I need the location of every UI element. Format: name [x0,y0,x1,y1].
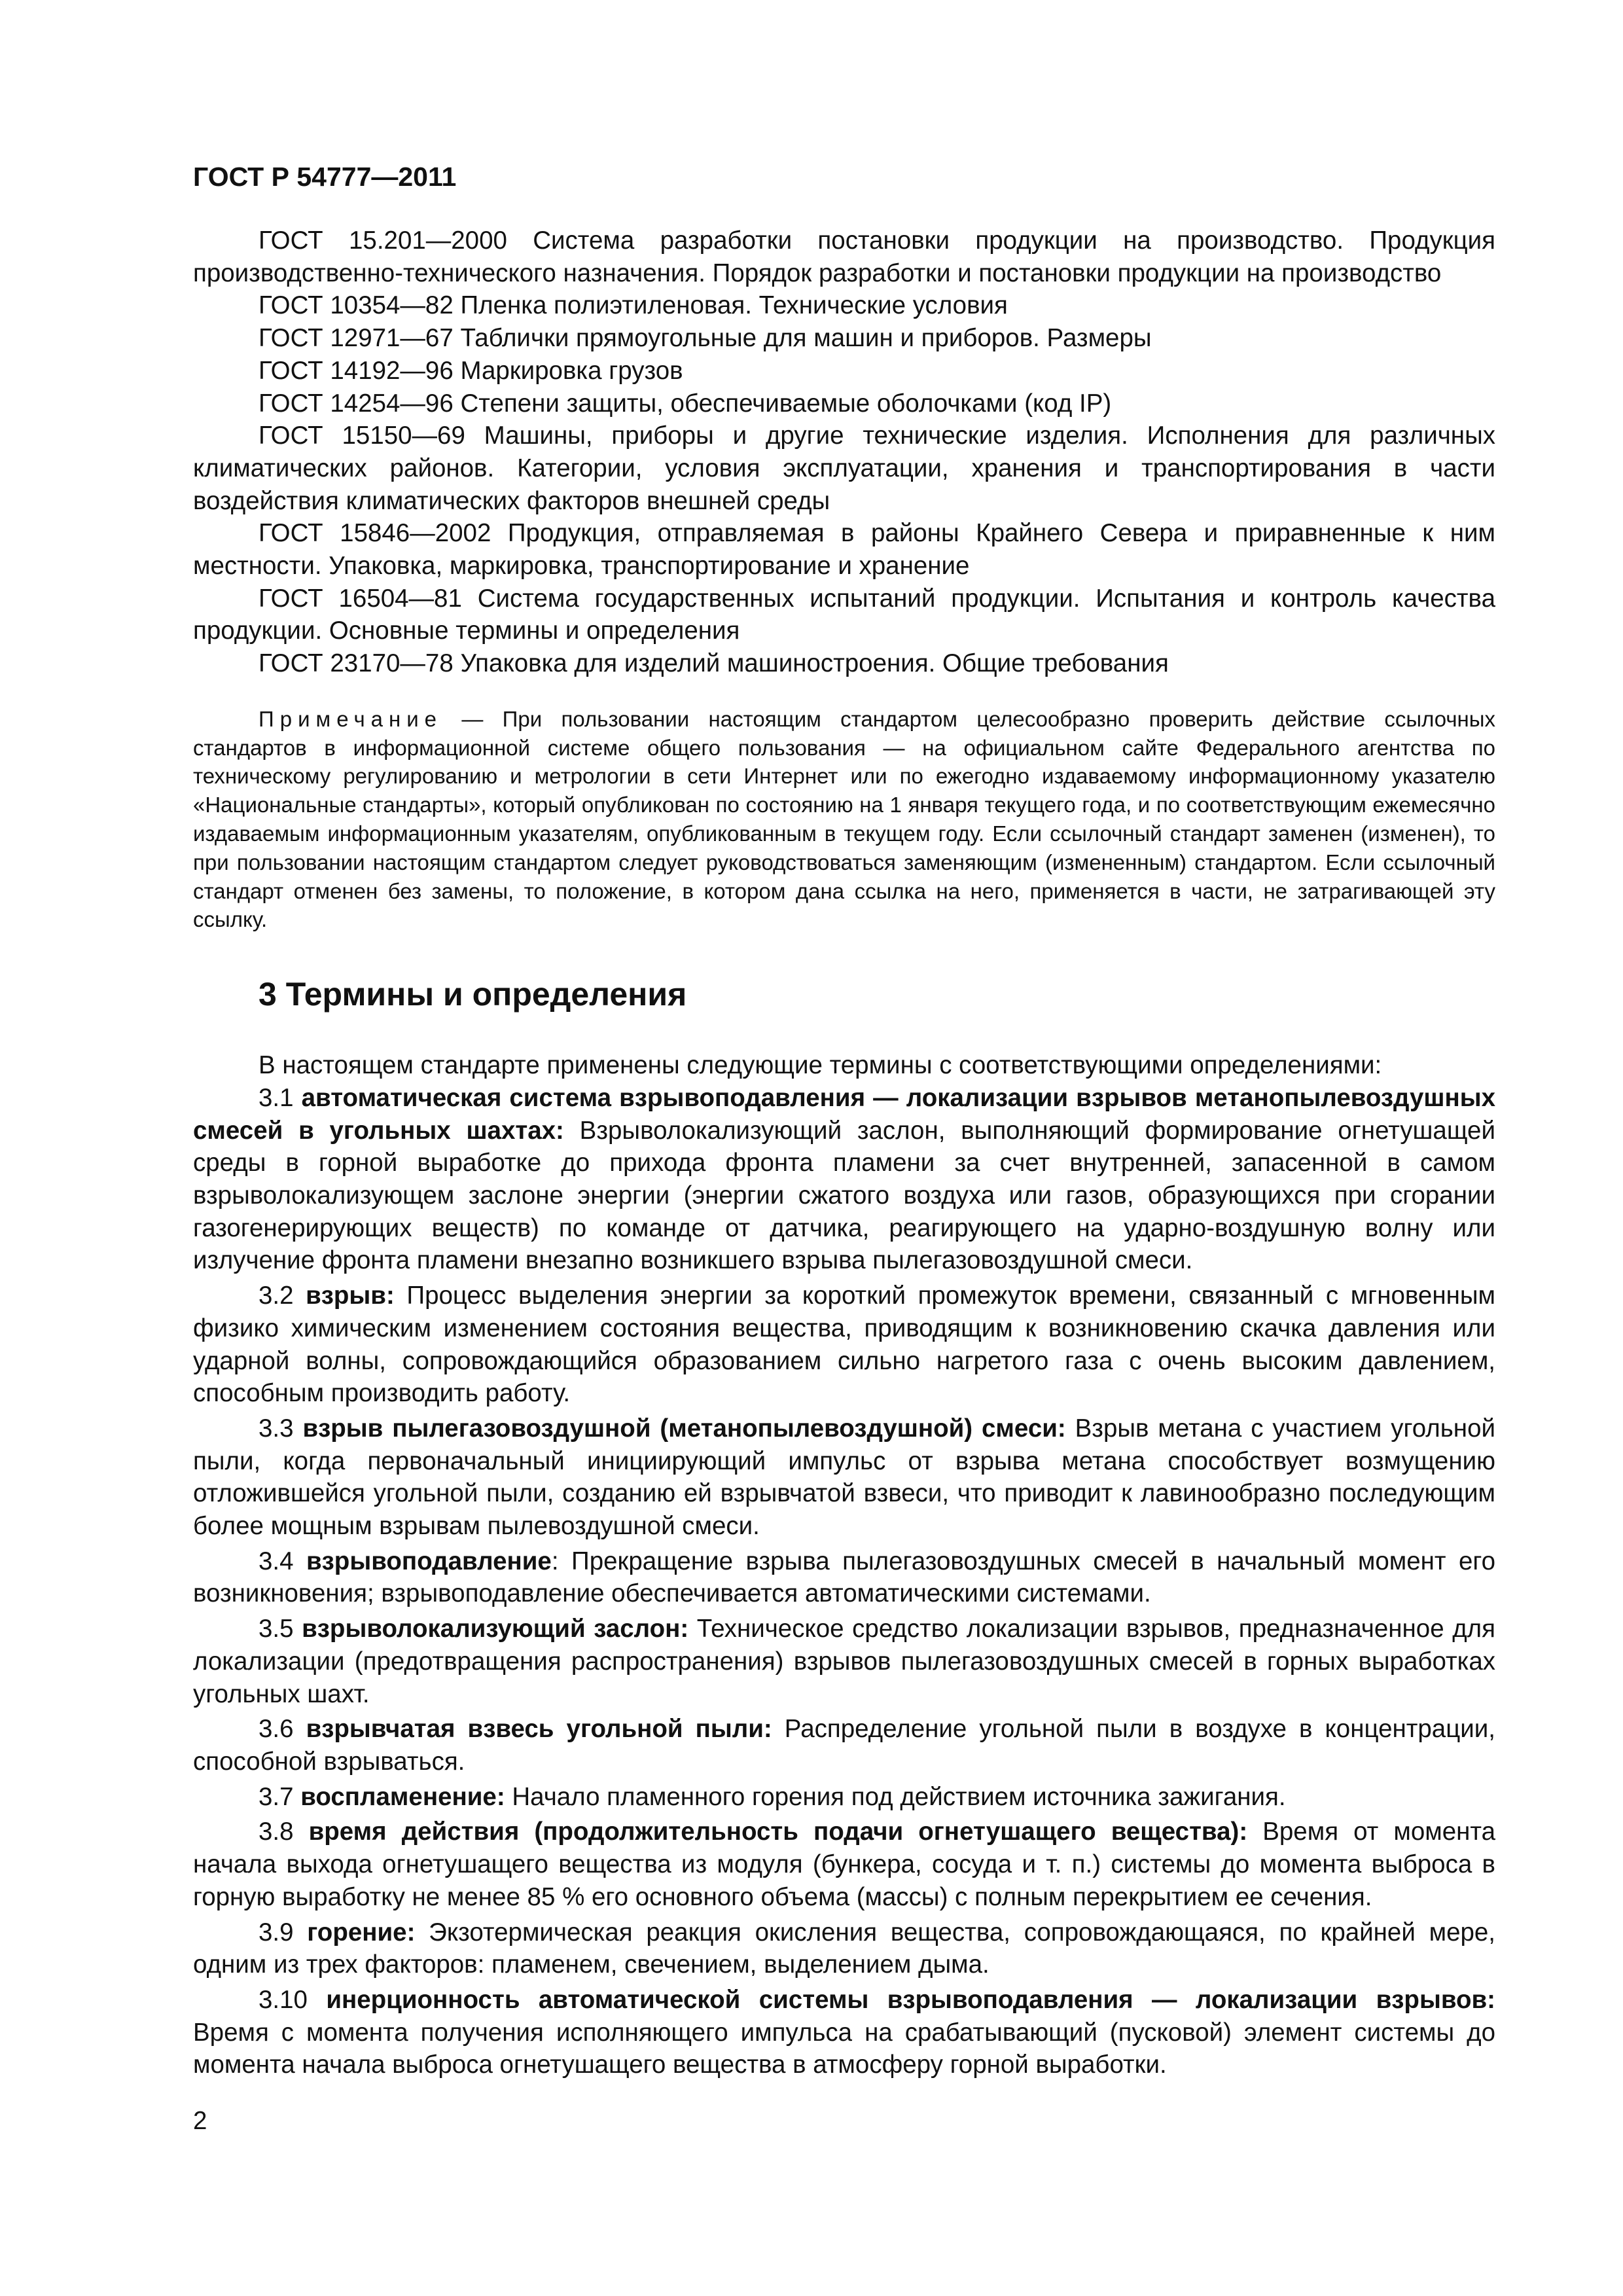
definition-term: воспламенение: [300,1782,505,1811]
document-page [193,160,1495,2084]
reference-item: ГОСТ 14254—96 Степени защиты, обеспечиваемые оболочками (код IP) [259,389,1112,418]
definition-text: Техническое средство локализации взрывов, предназначенное для локализации (предотвращения распространения) взрывов пылегазовоздушных смесей в горных выработках угольных шахт. [193,1615,1495,1708]
definition-text: Время с момента получения исполняющего импульса на срабатывающий (пусковой) элемент системы до момента начала выброса огнетушащего вещества в атмосферу горной выработки. [193,2018,1495,2079]
definition-text: : Прекращение взрыва пылегазовоздушных смесей в начальный момент его возникновения; взрывоподавление обеспечивается автоматическими системами. [193,1547,1495,1608]
reference-item: ГОСТ 14192—96 Маркировка грузов [259,356,683,385]
definition-term: взрыволокализующий заслон: [302,1615,689,1643]
note-text: — При пользовании настоящим стандартом целесообразно проверить действие ссылочных стандартов в информационной системе общего пользования — на официальном сайте Федерального агентства по техническому регулированию и метрологии в сети Интернет или по ежегодно издаваемому информационному указателю «Национальные стандарты», который опубликован по состоянию на 1 января текущего года, и по соответствующим ежемесячно издаваемым информационным указателям, опубликованным в текущем году. Если ссылочный стандарт заменен (изменен), то при пользовании настоящим стандартом следует руководствоваться заменяющим (измененным) стандартом. Если ссылочный стандарт отменен без замены, то положение, в котором дана ссылка на него, применяется в части, не затрагивающей эту ссылку. [193,706,1495,932]
definition-number: 3.4 [259,1547,306,1575]
definition-text: Процесс выделения энергии за короткий промежуток времени, связанный с мгновенным физико химическим изменением состояния вещества, приводящим к возникновению скачка давления или ударной волны, сопровождающийся образованием сильно нагретого газа с очень высоким давлением, способным производить работу. [193,1282,1495,1408]
definition-number: 3.3 [259,1414,303,1443]
definition-number: 3.6 [259,1715,306,1744]
definition-term: горение: [307,1918,416,1946]
section-intro: В настоящем стандарте применены следующие термины с соответствующими определениями: [259,1051,1382,1080]
definition-text: Взрыв метана с участием угольной пыли, когда первоначальный инициирующий импульс от взрыва метана способствует возмущению отложившейся угольной пыли, созданию ей взрывчатой взвеси, что приводит к лавинообразно последующим более мощным взрывам пылевоздушной смеси. [193,1414,1495,1541]
page-number: 2 [193,2107,207,2135]
note-label: Примечание [259,706,443,731]
definition-number: 3.9 [259,1918,308,1946]
definition-item [193,1082,1495,1277]
reference-item: ГОСТ 16504—81 Система государственных испытаний продукции. Испытания и контроль качества продукции. Основные термины и определения [193,584,1495,645]
definition-item [193,1545,1495,1610]
definition-item [193,1916,1495,1981]
definition-text: Начало пламенного горения под действием источника зажигания. [505,1782,1286,1811]
definition-text: Распределение угольной пыли в воздухе в концентрации, способной взрываться. [193,1715,1495,1776]
definition-text: Экзотермическая реакция окисления вещества, сопровождающаяся, по крайней мере, одним из трех факторов: пламенем, свечением, выделением дыма. [193,1918,1495,1979]
definitions-list [193,1082,1495,2081]
definition-term: инерционность автоматической системы взрывоподавления — локализации взрывов: [326,1985,1495,2014]
reference-item: ГОСТ 12971—67 Таблички прямоугольные для машин и приборов. Размеры [259,324,1152,353]
document-header: ГОСТ Р 54777—2011 [193,162,457,192]
definition-number: 3.5 [259,1615,302,1643]
reference-item: ГОСТ 10354—82 Пленка полиэтиленовая. Технические условия [259,291,1008,320]
definition-term: автоматическая система взрывоподавления — локализации взрывов метанопылевоздушных смесей в угольных шахтах: [193,1083,1496,1145]
definition-item [193,1816,1495,1913]
definition-text: Время от момента начала выхода огнетушащего вещества из модуля (бункера, сосуда и т. п.) системы до момента выброса в горную выработку не менее 85 % его основного объема (массы) с полным перекрытием ее сечения. [193,1818,1496,1911]
definition-item [193,1781,1495,1814]
definition-item [193,1713,1495,1778]
reference-item: ГОСТ 15.201—2000 Система разработки постановки продукции на производство. Продукция производственно-технического назначения. Порядок разработки и постановки продукции на производство [193,226,1495,287]
reference-item: ГОСТ 23170—78 Упаковка для изделий машиностроения. Общие требования [259,649,1169,678]
definition-number: 3.7 [259,1782,301,1811]
definition-item [193,1412,1495,1543]
definition-number: 3.2 [259,1282,306,1310]
definition-number: 3.8 [259,1818,309,1846]
definition-item [193,1280,1495,1410]
definition-item [193,1613,1495,1710]
reference-item: ГОСТ 15150—69 Машины, приборы и другие технические изделия. Исполнения для различных климатических районов. Категории, условия эксплуатации, хранения и транспортирования в части воздействия климатических факторов внешней среды [193,422,1495,515]
reference-note [193,705,1495,934]
definition-term: взрыв пылегазовоздушной (метанопылевоздушной) смеси: [302,1414,1066,1443]
definition-number: 3.10 [259,1985,327,2014]
references-list [193,224,1495,680]
definition-number: 3.1 [259,1083,302,1112]
section-title: 3 Термины и определения [259,976,687,1013]
reference-item: ГОСТ 15846—2002 Продукция, отправляемая в районы Крайнего Севера и приравненные к ним местности. Упаковка, маркировка, транспортирование и хранение [193,519,1495,581]
definition-item [193,1984,1495,2081]
definition-term: взрыв: [306,1282,395,1310]
definition-term: взрывоподавление [306,1547,552,1575]
definition-text: Взрыволокализующий заслон, выполняющий формирование огнетушащей среды в горной выработке до прихода фронта пламени за счет внутренней, запасенной в самом взрыволокализующем заслоне энергии (энергии сжатого воздуха или газов, образующихся при сгорании газогенерирующих веществ) по команде от датчика, реагирующего на ударно-воздушную волну или излучение фронта пламени внезапно возникшего взрыва пылегазовоздушной смеси. [193,1116,1495,1275]
definition-term: время действия (продолжительность подачи огнетушащего вещества): [308,1818,1248,1846]
definition-term: взрывчатая взвесь угольной пыли: [306,1715,772,1744]
